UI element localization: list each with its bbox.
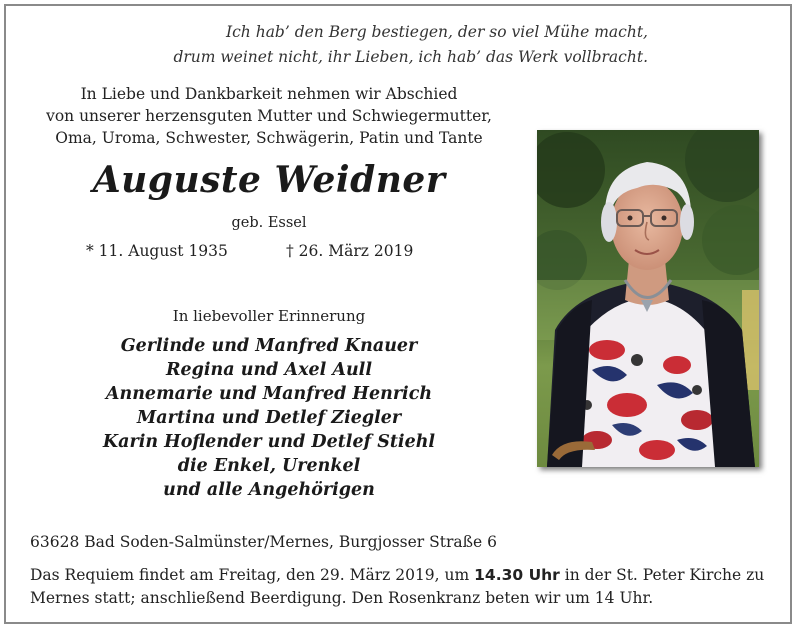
portrait-photo bbox=[537, 130, 759, 467]
mourners-list bbox=[12, 334, 526, 502]
requiem-text-start: Das Requiem findet am Freitag, den 29. März 2019, um bbox=[30, 566, 475, 584]
requiem-text bbox=[30, 564, 780, 610]
requiem-text-end: in der St. Peter Kirche zu Mernes statt; anschließend Beerdigung. Den Rosenkranz beten wir um 14 Uhr. bbox=[30, 566, 765, 607]
mourner-entry: Gerlinde und Manfred Knauer bbox=[120, 336, 418, 356]
maiden-name: geb. Essel bbox=[231, 215, 307, 231]
address: 63628 Bad Soden-Salmünster/Mernes, Burgjosser Straße 6 bbox=[30, 533, 497, 551]
mourner-entry: Annemarie und Manfred Henrich bbox=[105, 384, 433, 404]
poem bbox=[173, 20, 648, 70]
mourner-entry: die Enkel, Urenkel bbox=[177, 456, 361, 476]
mourner-entry: Martina und Detlef Ziegler bbox=[136, 408, 402, 428]
mourner-entry: Karin Hoflender und Detlef Stiehl bbox=[102, 432, 436, 452]
mourner-entry: Regina und Axel Aull bbox=[166, 360, 372, 380]
intro-line: In Liebe und Dankbarkeit nehmen wir Abschied bbox=[80, 85, 458, 103]
poem-line: drum weinet nicht, ihr Lieben, ich hab’ das Werk vollbracht. bbox=[173, 48, 648, 66]
memory-label: In liebevoller Erinnerung bbox=[172, 307, 366, 325]
birth-date: * 11. August 1935 bbox=[86, 242, 228, 260]
intro-text bbox=[12, 83, 526, 149]
intro-line: Oma, Uroma, Schwester, Schwägerin, Patin und Tante bbox=[55, 129, 483, 147]
mourner-entry: und alle Angehörigen bbox=[163, 480, 375, 500]
requiem-time: 14.30 Uhr bbox=[474, 566, 560, 584]
poem-line: Ich hab’ den Berg bestiegen, der so viel Mühe macht, bbox=[226, 23, 648, 41]
intro-line: von unserer herzensguten Mutter und Schwiegermutter, bbox=[46, 107, 492, 125]
portrait-illustration bbox=[537, 130, 759, 467]
death-date: † 26. März 2019 bbox=[286, 242, 414, 260]
deceased-name: Auguste Weidner bbox=[92, 159, 446, 201]
